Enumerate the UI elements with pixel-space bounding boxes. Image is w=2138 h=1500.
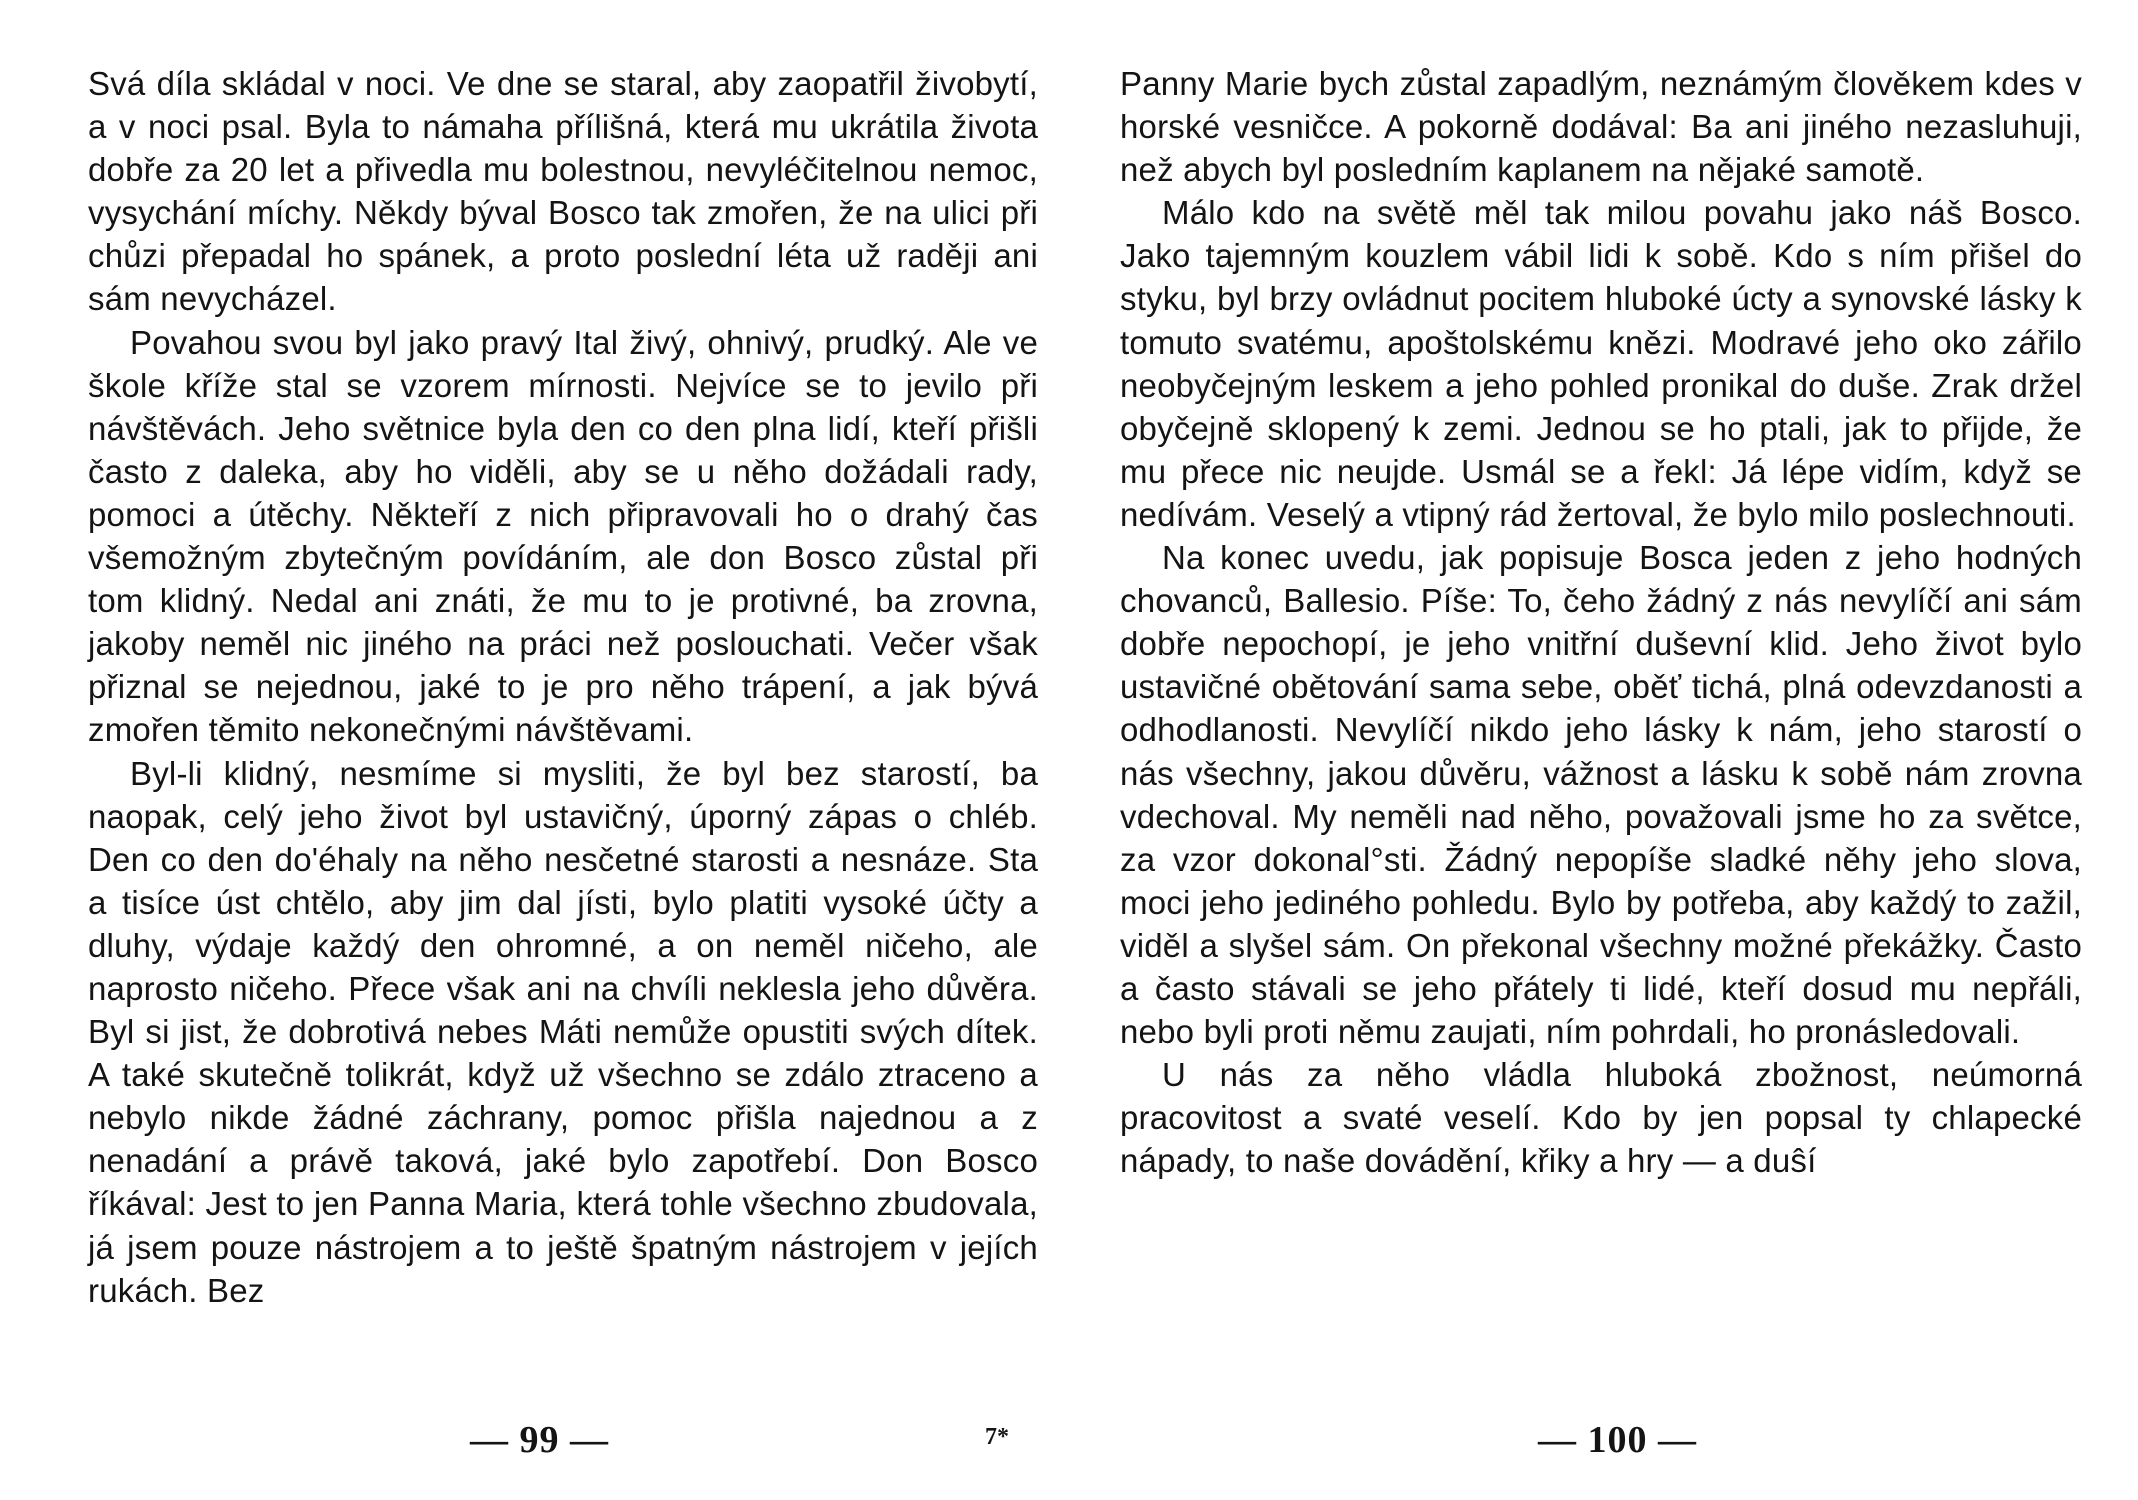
- left-paragraph-1: Svá díla skládal v noci. Ve dne se staral, aby zaopatřil živobytí, a v noci psal. Byla to námaha přílišná, která mu ukrátila života dobře za 20 let a přivedla mu bolestnou, nevyléčitelnou nemoc, vysychání míchy. Někdy býval Bosco tak zmořen, že na ulici při chůzi přepadal ho spánek, a proto poslední léta už raději ani sám nevycházel.: [88, 65, 1038, 318]
- left-page-number: — 99 —: [470, 1419, 609, 1461]
- right-paragraph-4: U nás za něho vládla hluboká zbožnost, neúmorná pracovitost a svaté veselí. Kdo by jen popsal ty chlapecké nápady, to naše dovádění, křiky a hry — a duŝí: [1120, 1056, 2082, 1180]
- right-page: [1120, 62, 2082, 1182]
- left-paragraph-3: Byl-li klidný, nesmíme si mysliti, že byl bez starostí, ba naopak, celý jeho život byl ustavičný, úporný zápas o chléb. Den co den do'éhaly na něho nesčetné starosti a nesnáze. Sta a tisíce úst chtělo, aby jim dal jísti, bylo platiti vysoké účty a dluhy, výdaje každý den ohromné, a on neměl ničeho, ale naprosto ničeho. Přece však ani na chvíli neklesla jeho důvěra. Byl si jist, že dobrotivá nebes Máti nemůže opustiti svých dítek. A také skutečně tolikrát, když už všechno se zdálo ztraceno a nebylo nikde žádné záchrany, pomoc přišla najednou a z nenadání a právě taková, jaké bylo zapotřebí. Don Bosco říkával: Jest to jen Panna Maria, která tohle všechno zbudovala, já jsem pouze nástrojem a to ještě špatným nástrojem v jejích rukách. Bez: [88, 754, 1038, 1309]
- right-paragraph-3: Na konec uvedu, jak popisuje Bosca jeden z jeho hodných chovanců, Ballesio. Píše: To, čeho žádný z nás nevylíčí ani sám dobře nepochopí, je jeho vnitřní duševní klid. Jeho život bylo ustavičné obětování sama sebe, oběť tichá, plná odevzdanosti a odhodlanosti. Nevylíčí nikdo jeho lásky k nám, jeho starostí o nás všechny, jakou důvěru, vážnost a lásku k sobě nám zrovna vdechoval. My neměli nad něho, považovali jsme ho za světce, za vzor dokonal°sti. Žádný nepopíše sladké něhy jeho slova, moci jeho jediného pohledu. Bylo by potřeba, aby každý to zažil, viděl a slyšel sám. On překonal všechny možné překážky. Často a často stávali se jeho přátely ti lidé, kteří dosud mu nepřáli, nebo byli proti němu zaujati, ním pohrdali, ho pronásledovali.: [1120, 539, 2082, 1051]
- left-page: [88, 62, 1038, 1312]
- signature-mark: 7*: [985, 1424, 1009, 1450]
- left-paragraph-2: Povahou svou byl jako pravý Ital živý, ohnivý, prudký. Ale ve škole kříže stal se vzorem mírnosti. Nejvíce se to jevilo při návštěvách. Jeho světnice byla den co den plna lidí, kteří přišli často z daleka, aby ho viděli, aby se u něho dožádali rady, pomoci a útěchy. Někteří z nich připravovali ho o drahý čas všemožným zbytečným povídáním, ale don Bosco zůstal při tom klidný. Nedal ani znáti, že mu to je protivné, ba zrovna, jakoby neměl nic jiného na práci než poslouchati. Večer však přiznal se nejednou, jaké to je pro něho trápení, a jak bývá zmořen těmito nekonečnými návštěvami.: [88, 323, 1038, 749]
- right-paragraph-2: Málo kdo na světě měl tak milou povahu jako náš Bosco. Jako tajemným kouzlem vábil lidi k sobě. Kdo s ním přišel do styku, byl brzy ovládnut pocitem hluboké úcty a synovské lásky k tomuto svatému, apoštolskému knězi. Modravé jeho oko zářilo neobyčejným leskem a jeho pohled pronikal do duše. Zrak držel obyčejně sklopený k zemi. Jednou se ho ptali, jak to přijde, že mu přece nic neujde. Usmál se a řekl: Já lépe vidím, když se nedívám. Veselý a vtipný rád žertoval, že bylo milo poslechnouti.: [1120, 194, 2082, 533]
- right-paragraph-1: Panny Marie bych zůstal zapadlým, neznámým člověkem kdes v horské vesničce. A pokorně dodával: Ba ani jiného nezasluhuji, než abych byl posledním kaplanem na nějaké samotě.: [1120, 65, 2082, 189]
- right-page-number: — 100 —: [1538, 1419, 1697, 1461]
